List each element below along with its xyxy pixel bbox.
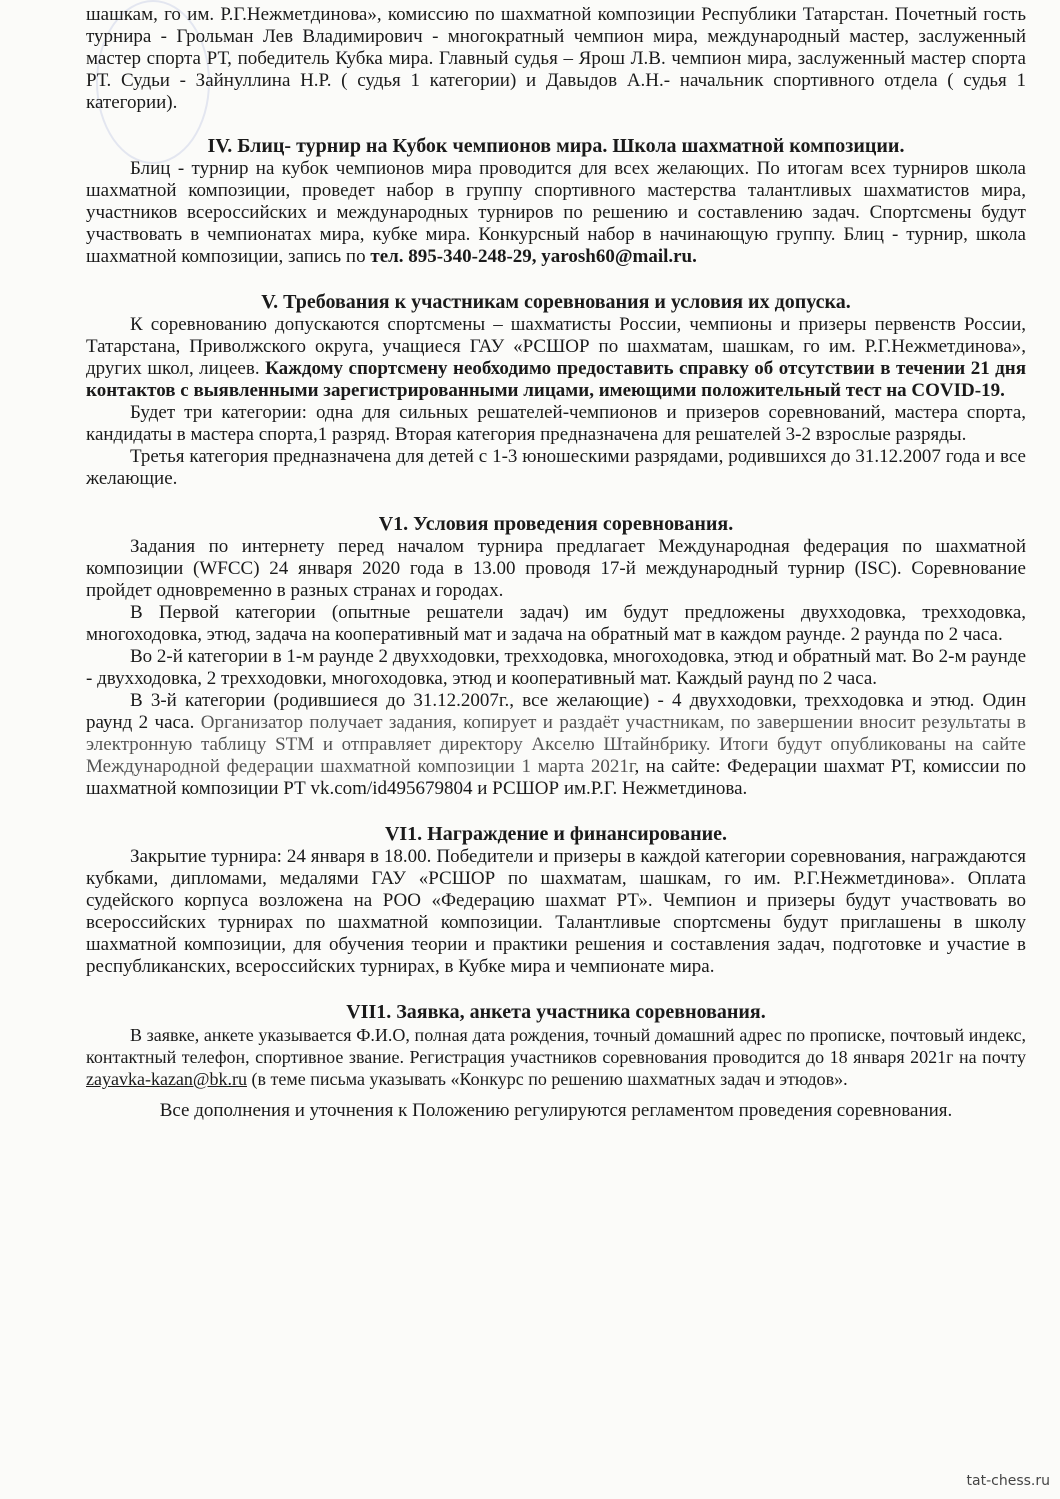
organizer-text: Организатор получает задания, копирует и раздаёт участникам, по завершении вносит результаты в электронную таблицу STM и отправляет директору Акселю Штайнбрику. Итоги будут опубликованы на сайте Международной федерации шахматной композиции 1 марта 2021г — [86, 712, 1027, 777]
section-4-heading: IV. Блиц- турнир на Кубок чемпионов мира. Школа шахматной композиции. — [207, 135, 905, 157]
section-5-heading: V. Требования к участникам соревнования и условия их допуска. — [261, 291, 851, 313]
document-page — [86, 4, 1026, 1122]
application-email-link[interactable]: zayavka-kazan@bk.ru — [86, 1069, 247, 1089]
section-6 — [86, 512, 1026, 800]
intro-paragraph: шашкам, го им. Р.Г.Нежметдинова», комиссию по шахматной композиции Республики Татарстан. Почетный гость турнира - Грольман Лев Владимирович - многократный чемпион мира, международный мастер, заслуженный мастер спорта РТ, победитель Кубка мира. Главный судья – Ярош Л.В. чемпион мира, заслуженный мастер спорта РТ. Судьи - Зайнуллина Н.Р. ( судья 1 категории) и Давыдов А.Н.- начальник спортивного отдела ( судья 1 категории). — [86, 4, 1026, 113]
email-subject-text: (в теме письма указывать «Конкурс по решению шахматных задач и этюдов». — [251, 1069, 848, 1089]
section-8-paragraph — [86, 1024, 1026, 1090]
site-watermark: tat-chess.ru — [966, 1473, 1050, 1489]
section-8 — [86, 1000, 1026, 1122]
application-text: В заявке, анкете указывается Ф.И.О, полная дата рождения, точный домашний адрес по прописке, почтовый индекс, контактный телефон, спортивное звание. Регистрация участников соревнования проводится до 18 января 2021г на почту — [86, 1025, 1026, 1067]
closing-statement: Все дополнения и уточнения к Положению регулируются регламентом проведения соревнования. — [159, 1100, 953, 1121]
section-7-heading: VI1. Награждение и финансирование. — [384, 823, 728, 845]
section-6-paragraph-1: Задания по интернету перед началом турнира предлагает Международная федерация по шахматной композиции (WFCC) 24 января 2020 года в 13.00 проводя 17-й международный турнир (ISC). Соревнование пройдет одновременно в разных странах и городах. — [86, 536, 1026, 601]
admission-text: К соревнованию допускаются спортсмены – шахматисты России, чемпионы и призеры первенств России, Татарстана, Приволжского округа, учащиеся ГАУ «РСШОР по шахматам, шашкам, го им. Р.Г.Нежметдинова», других школ, лицеев. — [86, 314, 1026, 379]
section-6-paragraph-2: В Первой категории (опытные решатели задач) им будут предложены двухходовка, трехходовка, многоходовка, этюд, задача на кооперативный мат и задача на обратный мат в каждом раунде. 2 раунда по 2 часа. — [86, 602, 1026, 645]
section-7 — [86, 822, 1026, 978]
section-6-paragraph-4 — [86, 690, 1026, 800]
section-5-paragraph-1 — [86, 314, 1026, 402]
section-6-heading: V1. Условия проведения соревнования. — [378, 513, 734, 535]
section-5-paragraph-3: Третья категория предназначена для детей с 1-3 юношескими разрядами, родившихся до 31.12.2007 года и все желающие. — [86, 446, 1026, 489]
section-5-paragraph-2: Будет три категории: одна для сильных решателей-чемпионов и призеров соревнований, мастера спорта, кандидаты в мастера спорта,1 разряд. Вторая категория предназначена для решателей 3-2 взрослые разряды. — [86, 402, 1026, 445]
section-6-paragraph-3: Во 2-й категории в 1-м раунде 2 двухходовки, трехходовка, многоходовка, этюд и обратный мат. Во 2-м раунде - двухходовка, 2 трехходовки, многоходовка, этюд и кооперативный мат. Каждый раунд по 2 часа. — [86, 646, 1027, 689]
section-8-heading: VII1. Заявка, анкета участника соревнования. — [346, 1001, 766, 1023]
category-3-text: В 3-й категории (родившиеся до 31.12.2007г., все желающие) - 4 двухходовки, трехходовка и этюд. Один раунд 2 часа. — [86, 690, 1026, 733]
covid-requirement: Каждому спортсмену необходимо предоставить справку об отсутствии в течении 21 дня контактов с выявленными зарегистрированными лицами, имеющими положительный тест на COVID-19. — [86, 358, 1026, 401]
publication-text: , на сайте: Федерации шахмат РТ, комиссии по шахматной композиции РТ vk.com/id495679804 и РСШОР им.Р.Г. Нежметдинова. — [86, 756, 1026, 799]
contact-info: тел. 895-340-248-29, yarosh60@mail.ru. — [370, 246, 697, 267]
section-7-paragraph: Закрытие турнира: 24 января в 18.00. Победители и призеры в каждой категории соревнования, награждаются кубками, дипломами, медалями ГАУ «РСШОР по шахматам, шашкам, го им. Р.Г.Нежметдинова». Оплата судейского корпуса возложена на РОО «Федерацию шахмат РТ». Чемпион и призеры будут участвовать во всероссийских турнирах по шахматной композиции. Талантливые спортсмены будут приглашены в школу шахматной композиции, для обучения теории и практики решения и составления задач, подготовке и участие в республиканских, всероссийских турнирах, в Кубке мира и чемпионате мира. — [86, 846, 1026, 977]
intro-section — [86, 4, 1026, 114]
section-5 — [86, 290, 1026, 490]
section-4-paragraph — [86, 158, 1026, 268]
section-4-text: Блиц - турнир на кубок чемпионов мира проводится для всех желающих. По итогам всех турниров школа шахматной композиции, проведет набор в группу спортивного мастерства талантливых шахматистов мира, участников всероссийских и международных турниров по решению и составлению задач. Спортсмены будут участвовать в чемпионатах мира, кубке мира. Конкурсный набор в начинающую группу. Блиц - турнир, школа шахматной композиции, запись по — [86, 158, 1026, 267]
section-4 — [86, 134, 1026, 268]
